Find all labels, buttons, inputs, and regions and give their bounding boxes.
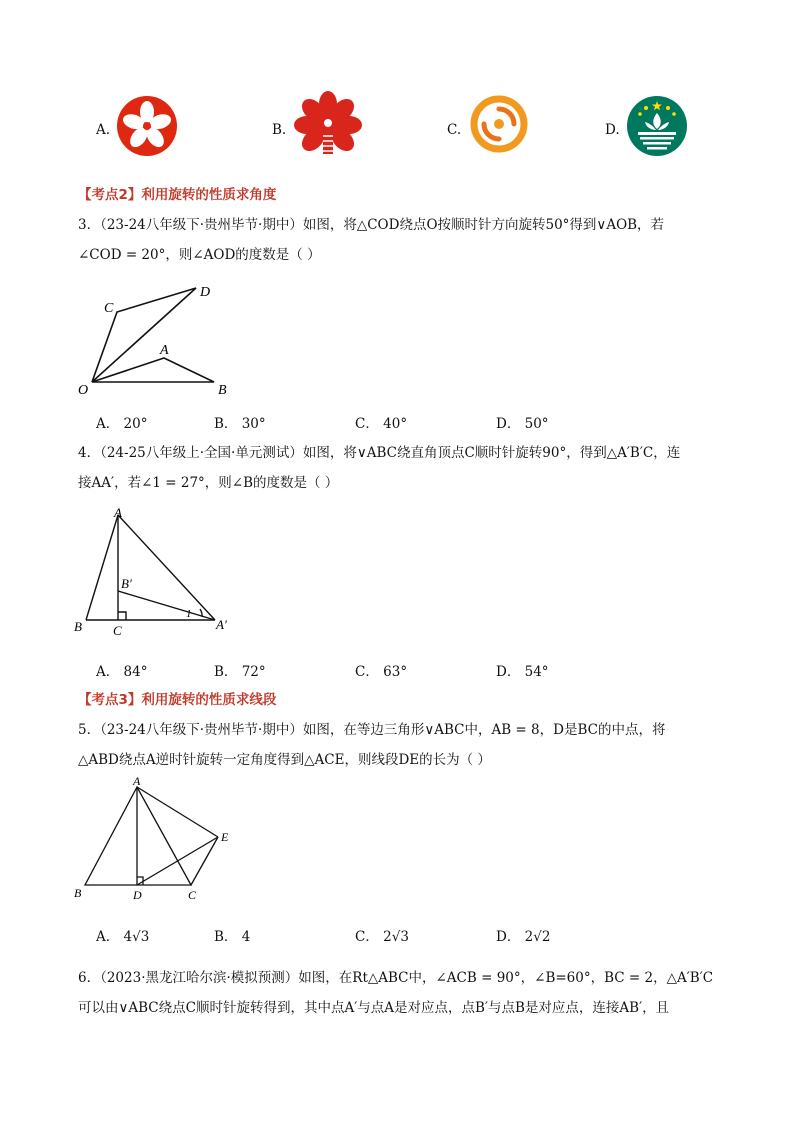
q5-option-c-label: C． bbox=[355, 929, 379, 945]
option-c-label: C. bbox=[447, 122, 462, 138]
option-b-label: B. bbox=[272, 122, 287, 138]
q5-label-e: E bbox=[221, 830, 229, 844]
option-d-label: D. bbox=[605, 122, 620, 138]
q3-label-o: O bbox=[78, 383, 89, 398]
q3-option-c-value: 40° bbox=[383, 416, 408, 432]
q4-label-b-prime: B′ bbox=[121, 576, 132, 591]
q3-label-b: B bbox=[218, 383, 227, 398]
q4-label-a: A bbox=[114, 505, 122, 520]
q3-option-b-value: 30° bbox=[241, 416, 266, 432]
section-heading-2: 【考点2】利用旋转的性质求角度 bbox=[78, 187, 277, 203]
q5-option-b-value: 4 bbox=[241, 929, 251, 945]
q5-option-d-value: 2√2 bbox=[524, 929, 551, 945]
q4-label-c: C bbox=[113, 623, 122, 638]
q3-option-a-value: 20° bbox=[123, 416, 148, 432]
q4-option-c-value: 63° bbox=[383, 664, 408, 680]
q4-figure bbox=[70, 505, 245, 644]
q4-option-a-value: 84° bbox=[123, 664, 148, 680]
q3-label-c: C bbox=[104, 301, 114, 316]
q4-option-d-label: D． bbox=[496, 664, 521, 680]
q5-label-b: B bbox=[74, 886, 82, 900]
q6-line-2: 可以由∨ABC绕点C顺时针旋转得到，其中点A′与点A是对应点，点B′与点B是对应点，连接AB′，且 bbox=[78, 1000, 670, 1016]
q3-label-d: D bbox=[200, 285, 211, 300]
q4-option-b-value: 72° bbox=[241, 664, 266, 680]
q4-option-d-value: 54° bbox=[524, 664, 549, 680]
q4-label-a-prime: A′ bbox=[216, 617, 227, 632]
q3-label-a: A bbox=[160, 343, 169, 358]
q5-option-b-label: B． bbox=[214, 929, 238, 945]
section-heading-3: 【考点3】利用旋转的性质求线段 bbox=[78, 692, 277, 708]
q6-line-1: 6．（2023·黑龙江哈尔滨·模拟预测）如图，在Rt△ABC中，∠ACB = 90°，∠B=60°，BC = 2，△A′B′C bbox=[78, 970, 714, 986]
hong-kong-emblem-icon bbox=[116, 95, 178, 161]
q4-line-2: 接AA′，若∠1 = 27°，则∠B的度数是（ ） bbox=[78, 475, 339, 491]
q4-label-b: B bbox=[74, 619, 82, 634]
q3-line-1: 3．（23-24八年级下·贵州毕节·期中）如图，将△COD绕点O按顺时针方向旋转50°得到∨AOB，若 bbox=[78, 217, 665, 233]
q3-figure bbox=[74, 280, 244, 404]
q5-option-a-label: A． bbox=[96, 929, 120, 945]
q3-line-2: ∠COD = 20°，则∠AOD的度数是（ ） bbox=[78, 247, 321, 263]
option-a-label: A. bbox=[96, 122, 111, 138]
q3-option-d-label: D． bbox=[496, 416, 521, 432]
q5-label-d: D bbox=[133, 888, 142, 902]
q5-figure bbox=[70, 775, 245, 909]
q5-label-c: C bbox=[188, 888, 197, 902]
q4-label-1: 1 bbox=[186, 608, 192, 620]
phoenix-swirl-icon bbox=[468, 93, 530, 159]
flower-emblem-icon bbox=[293, 90, 363, 164]
q3-option-c-label: C． bbox=[355, 416, 379, 432]
q3-option-a-label: A． bbox=[96, 416, 120, 432]
q5-option-d-label: D． bbox=[496, 929, 521, 945]
q3-option-b-label: B． bbox=[214, 416, 238, 432]
q4-option-b-label: B． bbox=[214, 664, 238, 680]
q5-line-2: △ABD绕点A逆时针旋转一定角度得到△ACE，则线段DE的长为（ ） bbox=[78, 752, 491, 768]
q5-label-a: A bbox=[133, 775, 141, 788]
q5-option-a-value: 4√3 bbox=[123, 929, 150, 945]
q4-option-a-label: A． bbox=[96, 664, 120, 680]
q4-option-c-label: C． bbox=[355, 664, 379, 680]
q5-option-c-value: 2√3 bbox=[383, 929, 409, 945]
q4-line-1: 4．（24-25八年级上·全国·单元测试）如图，将∨ABC绕直角顶点C顺时针旋转90°，得到△A′B′C，连 bbox=[78, 445, 681, 461]
q5-line-1: 5．（23-24八年级下·贵州毕节·期中）如图，在等边三角形∨ABC中，AB = 8，D是BC的中点，将 bbox=[78, 722, 666, 738]
q3-option-d-value: 50° bbox=[524, 416, 549, 432]
macau-emblem-icon bbox=[626, 95, 688, 161]
